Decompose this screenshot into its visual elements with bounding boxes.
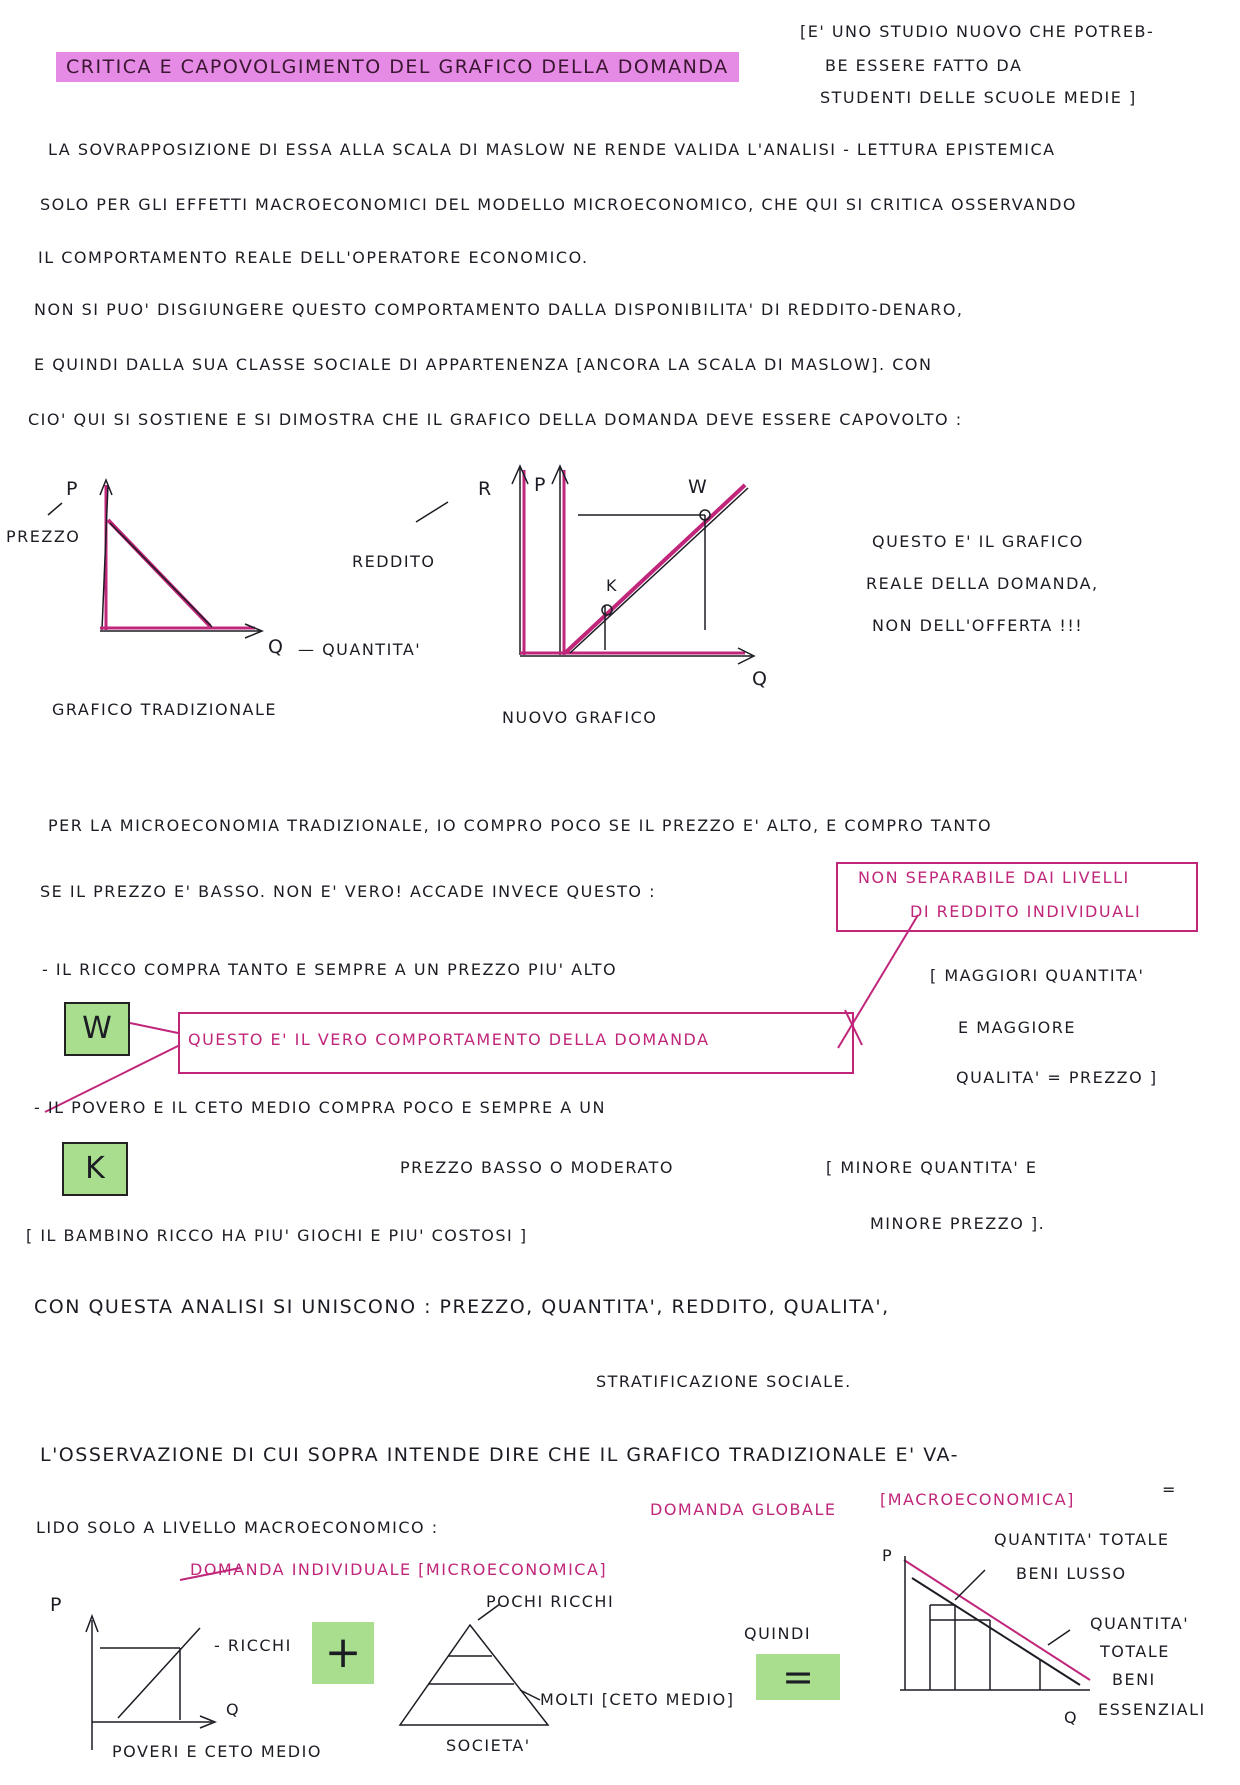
equals-badge: = [756, 1654, 840, 1700]
bottom-q-label: Q [226, 1700, 241, 1719]
rich-bracket-1: [ MAGGIORI QUANTITA' [930, 966, 1145, 985]
graph1-caption: GRAFICO TRADIZIONALE [52, 700, 278, 719]
ricchi-label: - RICCHI [214, 1636, 292, 1655]
bottom-p-label: P [50, 1594, 63, 1616]
plus-badge: + [312, 1622, 374, 1684]
intro-line-6: CIO' QUI SI SOSTIENE E SI DIMOSTRA CHE IL GRAFICO DELLA DOMANDA DEVE ESSERE CAPOVOLTO : [28, 410, 963, 429]
rich-bracket-2: E MAGGIORE [958, 1018, 1076, 1037]
qt-essenziali-line-1: QUANTITA' [1090, 1614, 1190, 1633]
rich-bracket-3: QUALITA' = PREZZO ] [956, 1068, 1158, 1087]
separable-box-line-2: DI REDDITO INDIVIDUALI [910, 902, 1142, 921]
qt-essenziali-line-4: ESSENZIALI [1098, 1700, 1206, 1719]
graph1-y-word: PREZZO [6, 527, 81, 546]
badge-w: W [64, 1002, 130, 1056]
graph2-caption: NUOVO GRAFICO [502, 708, 658, 727]
pochi-ricchi-label: POCHI RICCHI [486, 1592, 615, 1611]
intro-line-1: LA SOVRAPPOSIZIONE DI ESSA ALLA SCALA DI MASLOW NE RENDE VALIDA L'ANALISI - LETTURA EPISTEMICA [48, 140, 1056, 159]
global-graph-q: Q [1064, 1708, 1079, 1727]
qt-lusso-line-2: BENI LUSSO [1016, 1564, 1127, 1583]
true-behaviour-text: QUESTO E' IL VERO COMPORTAMENTO DELLA DOMANDA [188, 1030, 710, 1049]
graph2-y-label: P [534, 474, 547, 496]
side-note-line-1: [E' UNO STUDIO NUOVO CHE POTREB- [800, 22, 1155, 41]
rich-line: - IL RICCO COMPRA TANTO E SEMPRE A UN PREZZO PIU' ALTO [42, 960, 618, 979]
intro-line-4: NON SI PUO' DISGIUNGERE QUESTO COMPORTAMENTO DALLA DISPONIBILITA' DI REDDITO-DENARO, [34, 300, 964, 319]
domanda-globale: DOMANDA GLOBALE [650, 1500, 837, 1519]
para2-line-2: SE IL PREZZO E' BASSO. NON E' VERO! ACCADE INVECE QUESTO : [40, 882, 656, 901]
closing-line-2: LIDO SOLO A LIVELLO MACROECONOMICO : [36, 1518, 439, 1537]
connector-line-w [130, 1023, 178, 1033]
graph-note-line-3: NON DELL'OFFERTA !!! [872, 616, 1084, 635]
societa-label: SOCIETA' [446, 1736, 531, 1755]
graph2-reddito: REDDITO [352, 552, 436, 571]
graph-note-line-1: QUESTO E' IL GRAFICO [872, 532, 1084, 551]
traditional-graph [48, 480, 262, 638]
page-title: CRITICA E CAPOVOLGIMENTO DEL GRAFICO DELLA DOMANDA [56, 52, 739, 82]
qt-lusso-line-1: QUANTITA' TOTALE [994, 1530, 1170, 1549]
union-line-1: CON QUESTA ANALISI SI UNISCONO : PREZZO, QUANTITA', REDDITO, QUALITA', [34, 1296, 890, 1318]
poor-bracket-2: MINORE PREZZO ]. [870, 1214, 1046, 1233]
child-note: [ IL BAMBINO RICCO HA PIU' GIOCHI E PIU' COSTOSI ] [26, 1226, 528, 1245]
quindi-label: QUINDI [744, 1624, 812, 1643]
poor-line-2: PREZZO BASSO O MODERATO [400, 1158, 674, 1177]
poor-bracket-1: [ MINORE QUANTITA' E [826, 1158, 1038, 1177]
intro-line-5: E QUINDI DALLA SUA CLASSE SOCIALE DI APPARTENENZA [ANCORA LA SCALA DI MASLOW]. CON [34, 355, 933, 374]
graph2-x-label: Q [752, 668, 769, 690]
side-note-line-3: STUDENTI DELLE SCUOLE MEDIE ] [820, 88, 1137, 107]
graph2-point-w: W [688, 476, 709, 498]
closing-eq: = [1162, 1480, 1177, 1499]
graph1-x-word: — QUANTITA' [298, 640, 422, 659]
para2-line-1: PER LA MICROECONOMIA TRADIZIONALE, IO COMPRO POCO SE IL PREZZO E' ALTO, E COMPRO TANTO [48, 816, 993, 835]
qt-essenziali-line-3: BENI [1112, 1670, 1156, 1689]
intro-line-3: IL COMPORTAMENTO REALE DELL'OPERATORE ECONOMICO. [38, 248, 589, 267]
society-triangle [400, 1604, 548, 1725]
poveri-label: POVERI E CETO MEDIO [112, 1742, 322, 1761]
molti-label: MOLTI [CETO MEDIO] [540, 1690, 735, 1709]
closing-line-1: L'OSSERVAZIONE DI CUI SOPRA INTENDE DIRE CHE IL GRAFICO TRADIZIONALE E' VA- [40, 1444, 959, 1466]
side-note-line-2: BE ESSERE FATTO DA [825, 56, 1023, 75]
graph1-x-label: Q [268, 636, 285, 658]
macroeconomica-note: [MACROECONOMICA] [880, 1490, 1075, 1509]
graph2-point-k: K [606, 576, 618, 595]
global-graph-p: P [882, 1546, 894, 1565]
individual-demand-graph [86, 1568, 240, 1750]
separable-box-line-1: NON SEPARABILE DAI LIVELLI [858, 868, 1130, 887]
union-line-2: STRATIFICAZIONE SOCIALE. [596, 1372, 852, 1391]
intro-line-2: SOLO PER GLI EFFETTI MACROECONOMICI DEL MODELLO MICROECONOMICO, CHE QUI SI CRITICA OSSERVANDO [40, 195, 1078, 214]
graph1-y-label: P [66, 478, 79, 500]
graph2-r-label: R [478, 478, 493, 500]
badge-k: K [62, 1142, 128, 1196]
graph-note-line-2: REALE DELLA DOMANDA, [866, 574, 1099, 593]
qt-essenziali-line-2: TOTALE [1100, 1642, 1170, 1661]
poor-line: - IL POVERO E IL CETO MEDIO COMPRA POCO E SEMPRE A UN [34, 1098, 606, 1117]
domanda-individuale: DOMANDA INDIVIDUALE [MICROECONOMICA] [190, 1560, 608, 1579]
